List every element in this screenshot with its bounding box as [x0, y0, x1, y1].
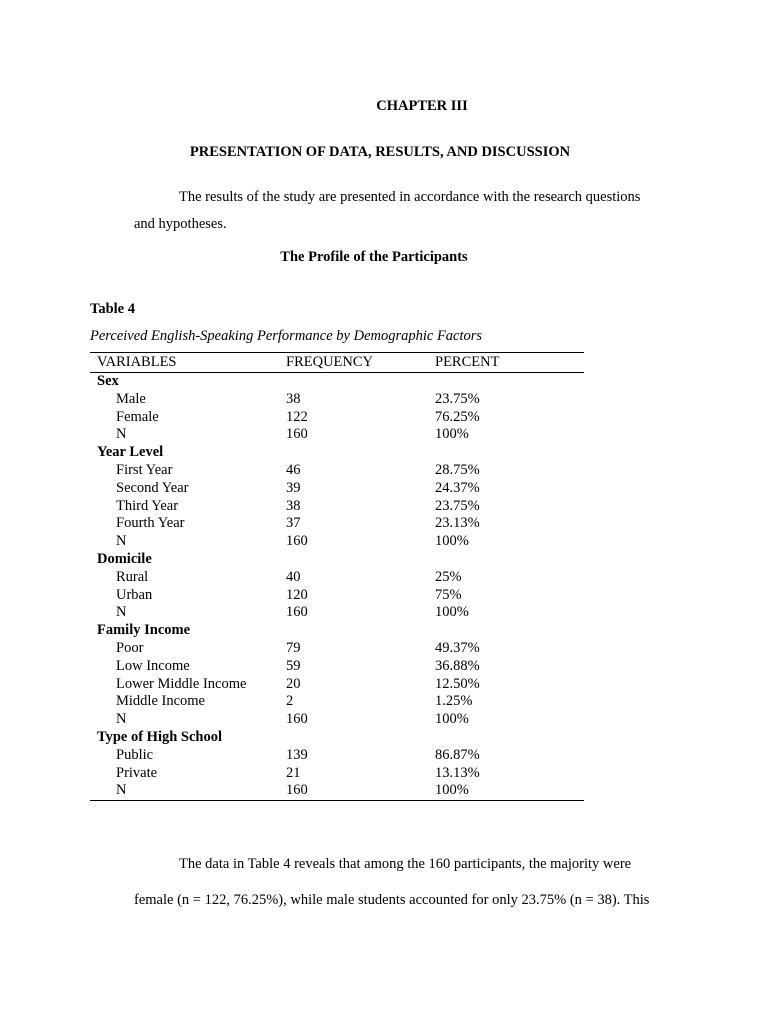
table-row [90, 426, 584, 444]
table-body [90, 373, 584, 801]
table-group-row [90, 729, 584, 747]
row-frequency: 38 [286, 390, 301, 407]
table-row [90, 462, 584, 480]
table-row [90, 409, 584, 427]
row-percent: 49.37% [435, 639, 480, 656]
row-frequency: 160 [286, 711, 308, 728]
row-frequency: 20 [286, 675, 301, 692]
table-row [90, 640, 584, 658]
row-frequency: 79 [286, 639, 301, 656]
row-frequency: 160 [286, 426, 308, 443]
row-label: Private [116, 764, 158, 781]
row-frequency: 139 [286, 746, 308, 763]
section-title: PRESENTATION OF DATA, RESULTS, AND DISCUSSION [189, 144, 571, 160]
table-row [90, 782, 584, 800]
table-row [90, 765, 584, 783]
row-label: Urban [116, 586, 153, 603]
table-header-row [90, 353, 584, 373]
row-percent: 75% [435, 586, 462, 603]
subheading: The Profile of the Participants [280, 249, 468, 265]
body-paragraph-line-2: female (n = 122, 76.25%), while male students accounted for only 23.75% (n = 38). This [134, 892, 650, 908]
row-percent: 12.50% [435, 675, 480, 692]
row-percent: 36.88% [435, 657, 480, 674]
table-row [90, 391, 584, 409]
row-percent: 23.13% [435, 515, 480, 532]
row-label: N [116, 782, 127, 799]
row-percent: 23.75% [435, 390, 480, 407]
row-label: Second Year [116, 479, 189, 496]
row-percent: 28.75% [435, 461, 480, 478]
row-label: First Year [116, 461, 173, 478]
row-frequency: 160 [286, 782, 308, 799]
row-percent: 13.13% [435, 764, 480, 781]
row-label: N [116, 711, 127, 728]
row-label: Poor [116, 639, 144, 656]
row-frequency: 40 [286, 568, 301, 585]
row-label: Rural [116, 568, 149, 585]
group-title: Domicile [97, 550, 152, 567]
table-label: Table 4 [90, 301, 135, 317]
row-frequency: 39 [286, 479, 301, 496]
group-title: Family Income [97, 622, 191, 639]
table-row [90, 658, 584, 676]
row-frequency: 160 [286, 533, 308, 550]
row-frequency: 46 [286, 461, 301, 478]
group-title: Type of High School [97, 728, 223, 745]
row-frequency: 37 [286, 515, 301, 532]
table-row [90, 747, 584, 765]
header-frequency: FREQUENCY [286, 353, 435, 373]
table-caption: Perceived English-Speaking Performance by Demographic Factors [90, 328, 483, 344]
row-percent: 86.87% [435, 746, 480, 763]
row-percent: 100% [435, 782, 469, 799]
row-label: N [116, 604, 127, 621]
row-percent: 23.75% [435, 497, 480, 514]
row-label: Public [116, 746, 154, 763]
intro-paragraph-line-1: The results of the study are presented in accordance with the research questions [179, 189, 641, 205]
row-label: Third Year [116, 497, 179, 514]
table-row [90, 569, 584, 587]
intro-paragraph-line-2: and hypotheses. [134, 216, 227, 232]
row-percent: 100% [435, 711, 469, 728]
demographics-table [90, 352, 584, 801]
row-label: Fourth Year [116, 515, 185, 532]
row-label: N [116, 533, 127, 550]
table-row [90, 533, 584, 551]
body-paragraph-line-1: The data in Table 4 reveals that among the 160 participants, the majority were [179, 856, 632, 872]
header-percent: PERCENT [435, 353, 584, 373]
table-group-row [90, 373, 584, 391]
table-row [90, 604, 584, 622]
table-row [90, 693, 584, 711]
row-percent: 25% [435, 568, 462, 585]
header-variables: VARIABLES [90, 353, 286, 373]
row-percent: 24.37% [435, 479, 480, 496]
row-frequency: 38 [286, 497, 301, 514]
row-percent: 100% [435, 604, 469, 621]
table-row [90, 515, 584, 533]
table-group-row [90, 622, 584, 640]
row-frequency: 21 [286, 764, 301, 781]
row-label: Low Income [116, 657, 190, 674]
row-label: Male [116, 390, 146, 407]
table-row [90, 676, 584, 694]
group-title: Sex [97, 373, 119, 389]
group-title: Year Level [97, 444, 164, 461]
row-frequency: 120 [286, 586, 308, 603]
row-label: Lower Middle Income [116, 675, 247, 692]
table-row [90, 480, 584, 498]
row-frequency: 122 [286, 408, 308, 425]
row-percent: 100% [435, 533, 469, 550]
table-row [90, 711, 584, 729]
row-percent: 76.25% [435, 408, 480, 425]
row-label: N [116, 426, 127, 443]
chapter-heading: CHAPTER III [376, 98, 468, 114]
row-label: Middle Income [116, 693, 205, 710]
row-frequency: 160 [286, 604, 308, 621]
row-percent: 100% [435, 426, 469, 443]
table-row [90, 498, 584, 516]
row-label: Female [116, 408, 159, 425]
row-frequency: 59 [286, 657, 301, 674]
row-percent: 1.25% [435, 693, 473, 710]
table-group-row [90, 551, 584, 569]
table-row [90, 587, 584, 605]
table-group-row [90, 444, 584, 462]
row-frequency: 2 [286, 693, 294, 710]
